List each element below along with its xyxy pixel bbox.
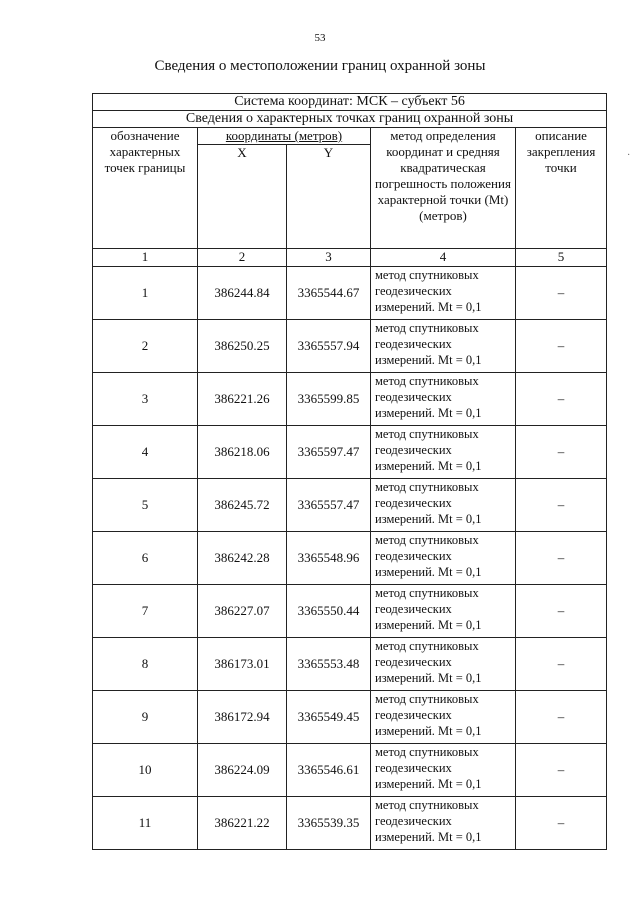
x-coordinate-cell: 386221.22 bbox=[198, 797, 287, 850]
x-header: X bbox=[198, 145, 287, 249]
description-cell: – bbox=[516, 426, 607, 479]
y-coordinate-cell: 3365557.47 bbox=[287, 479, 371, 532]
point-number-cell: 2 bbox=[93, 320, 198, 373]
y-header: Y bbox=[287, 145, 371, 249]
description-header: описание закрепления точки bbox=[516, 128, 607, 249]
y-coordinate-cell: 3365539.35 bbox=[287, 797, 371, 850]
column-number: 4 bbox=[371, 249, 516, 267]
x-coordinate-cell: 386242.28 bbox=[198, 532, 287, 585]
column-number: 1 bbox=[93, 249, 198, 267]
x-coordinate-cell: 386173.01 bbox=[198, 638, 287, 691]
column-number-row bbox=[93, 249, 607, 267]
description-cell: – bbox=[516, 638, 607, 691]
description-cell: – bbox=[516, 691, 607, 744]
description-cell: – bbox=[516, 373, 607, 426]
point-number-cell: 8 bbox=[93, 638, 198, 691]
description-cell: – bbox=[516, 320, 607, 373]
y-coordinate-cell: 3365553.48 bbox=[287, 638, 371, 691]
method-cell: метод спутниковых геодезических измерений. Mt = 0,1 bbox=[371, 638, 516, 691]
y-coordinate-cell: 3365599.85 bbox=[287, 373, 371, 426]
method-cell: метод спутниковых геодезических измерений. Mt = 0,1 bbox=[371, 744, 516, 797]
point-number-cell: 7 bbox=[93, 585, 198, 638]
method-cell: метод спутниковых геодезических измерений. Mt = 0,1 bbox=[371, 320, 516, 373]
coordinates-header: координаты (метров) bbox=[198, 128, 371, 145]
y-coordinate-cell: 3365550.44 bbox=[287, 585, 371, 638]
point-number-cell: 11 bbox=[93, 797, 198, 850]
point-number-cell: 10 bbox=[93, 744, 198, 797]
x-coordinate-cell: 386172.94 bbox=[198, 691, 287, 744]
table-row bbox=[93, 691, 607, 744]
document-title: Сведения о местоположении границ охранной зоны bbox=[154, 58, 486, 74]
description-cell: – bbox=[516, 797, 607, 850]
table-row bbox=[93, 426, 607, 479]
column-number: 3 bbox=[287, 249, 371, 267]
table-row bbox=[93, 479, 607, 532]
table-row bbox=[93, 638, 607, 691]
coordinate-system-header: Система координат: МСК – субъект 56 bbox=[93, 94, 607, 111]
method-header: метод определения координат и средняя квадратическая погрешность положения характерной точки (Mt) (метров) bbox=[371, 128, 516, 249]
table-row bbox=[93, 585, 607, 638]
method-cell: метод спутниковых геодезических измерений. Mt = 0,1 bbox=[371, 532, 516, 585]
x-coordinate-cell: 386250.25 bbox=[198, 320, 287, 373]
table-row bbox=[93, 320, 607, 373]
x-coordinate-cell: 386227.07 bbox=[198, 585, 287, 638]
boundary-points-table bbox=[92, 93, 607, 850]
table-row bbox=[93, 744, 607, 797]
method-cell: метод спутниковых геодезических измерений. Mt = 0,1 bbox=[371, 267, 516, 320]
y-coordinate-cell: 3365544.67 bbox=[287, 267, 371, 320]
table-row bbox=[93, 797, 607, 850]
point-number-cell: 5 bbox=[93, 479, 198, 532]
column-number: 2 bbox=[198, 249, 287, 267]
description-cell: – bbox=[516, 532, 607, 585]
point-number-cell: 6 bbox=[93, 532, 198, 585]
y-coordinate-cell: 3365549.45 bbox=[287, 691, 371, 744]
description-cell: – bbox=[516, 267, 607, 320]
description-cell: – bbox=[516, 744, 607, 797]
designation-header: обозначение характерных точек границы bbox=[93, 128, 198, 249]
method-cell: метод спутниковых геодезических измерений. Mt = 0,1 bbox=[371, 797, 516, 850]
method-cell: метод спутниковых геодезических измерений. Mt = 0,1 bbox=[371, 585, 516, 638]
table-row bbox=[93, 532, 607, 585]
method-cell: метод спутниковых геодезических измерений. Mt = 0,1 bbox=[371, 426, 516, 479]
x-coordinate-cell: 386224.09 bbox=[198, 744, 287, 797]
edge-mark: · bbox=[627, 150, 631, 161]
y-coordinate-cell: 3365597.47 bbox=[287, 426, 371, 479]
method-cell: метод спутниковых геодезических измерений. Mt = 0,1 bbox=[371, 373, 516, 426]
x-coordinate-cell: 386244.84 bbox=[198, 267, 287, 320]
point-number-cell: 9 bbox=[93, 691, 198, 744]
method-cell: метод спутниковых геодезических измерений. Mt = 0,1 bbox=[371, 479, 516, 532]
x-coordinate-cell: 386221.26 bbox=[198, 373, 287, 426]
point-number-cell: 3 bbox=[93, 373, 198, 426]
y-coordinate-cell: 3365557.94 bbox=[287, 320, 371, 373]
column-number: 5 bbox=[516, 249, 607, 267]
table-row bbox=[93, 373, 607, 426]
section-title-header: Сведения о характерных точках границ охранной зоны bbox=[93, 111, 607, 128]
point-number-cell: 4 bbox=[93, 426, 198, 479]
description-cell: – bbox=[516, 479, 607, 532]
description-cell: – bbox=[516, 585, 607, 638]
method-cell: метод спутниковых геодезических измерений. Mt = 0,1 bbox=[371, 691, 516, 744]
y-coordinate-cell: 3365546.61 bbox=[287, 744, 371, 797]
page-number: 53 bbox=[314, 32, 326, 44]
x-coordinate-cell: 386218.06 bbox=[198, 426, 287, 479]
x-coordinate-cell: 386245.72 bbox=[198, 479, 287, 532]
point-number-cell: 1 bbox=[93, 267, 198, 320]
y-coordinate-cell: 3365548.96 bbox=[287, 532, 371, 585]
table-row bbox=[93, 267, 607, 320]
